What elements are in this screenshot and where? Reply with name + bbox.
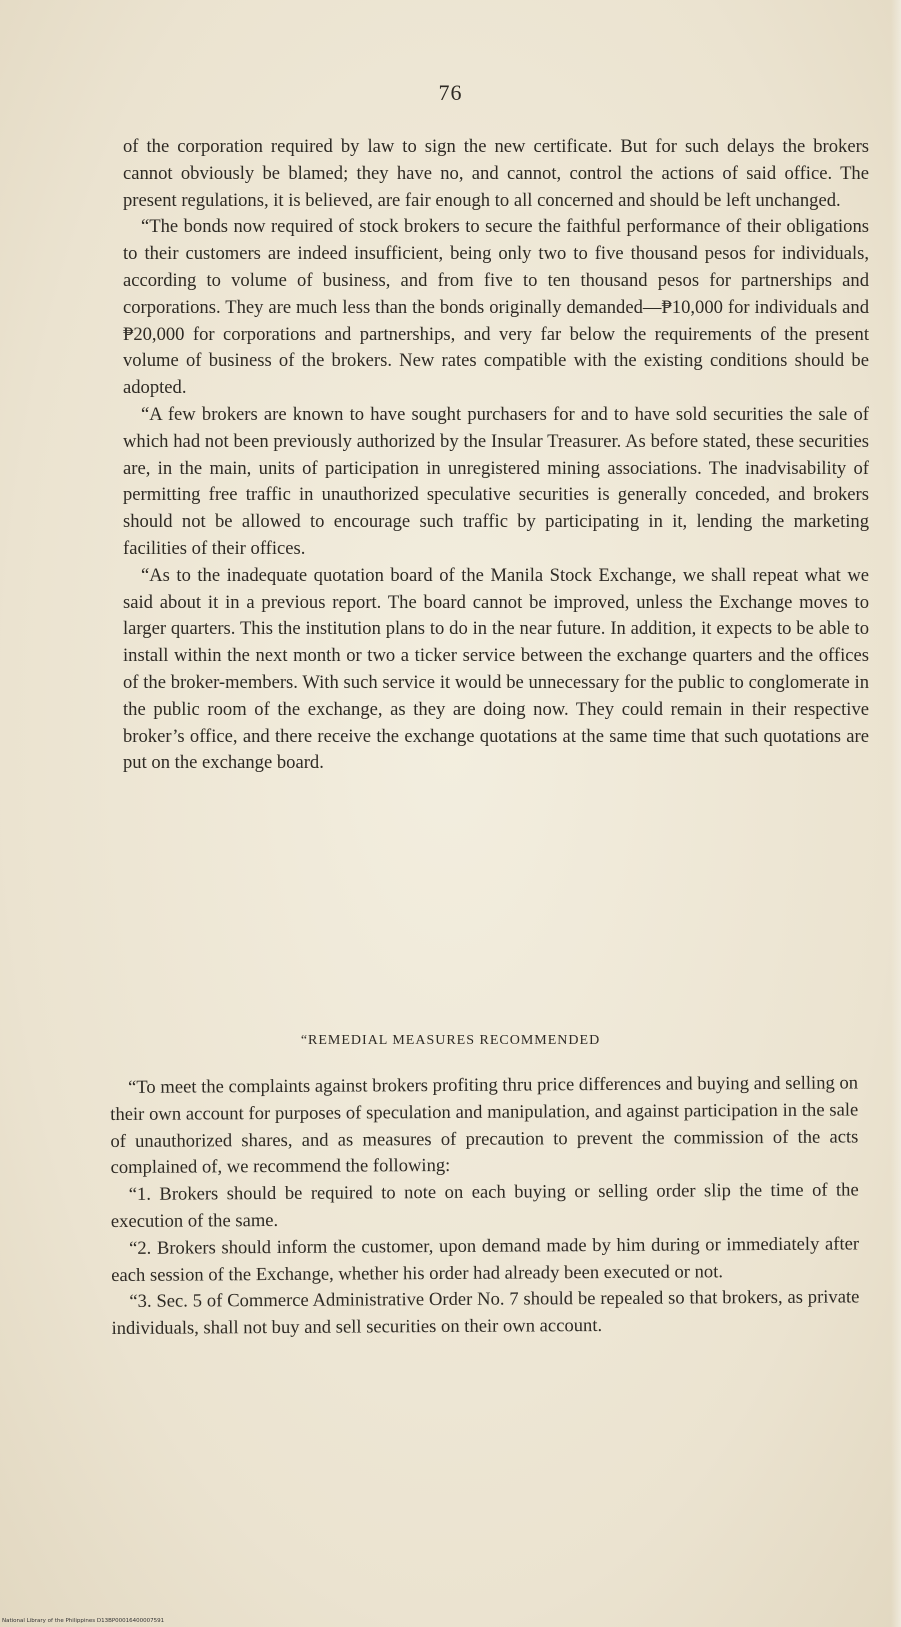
text-block-top [123,134,869,777]
section-heading: “REMEDIAL MEASURES RECOMMENDED [300,1033,601,1048]
page-edge [891,0,901,1627]
page-number: 76 [438,80,463,105]
library-stamp: National Library of the Philippines D13BP00016400007591 [2,1618,165,1624]
paragraph: “The bonds now required of stock brokers to secure the faithful performance of their obligations to their customers are indeed insufficient, being only two to five thousand pesos for individuals, according to volume of business, and from five to ten thousand pesos for partnerships and corporations. They are much less than the bonds originally demanded—₱10,000 for individuals and ₱20,000 for corporations and partnerships, and very far below the requirements of the present volume of business of the brokers. New rates compatible with the existing conditions should be adopted. [123,216,869,399]
paragraph: of the corporation required by law to sign the new certificate. But for such delays the brokers cannot obviously be blamed; they have no, and cannot, control the actions of said office. The present regulations, it is believed, are fair enough to all concerned and should be left unchanged. [123,136,869,211]
paragraph: “To meet the complaints against brokers profiting thru price differences and buying and selling on their own account for purposes of speculation and manipulation, and against participation in the sale of unauthorized shares, and as measures of precaution to prevent the commission of the acts complained of, we recommend the following: [110,1072,859,1179]
paragraph: “As to the inadequate quotation board of the Manila Stock Exchange, we shall repeat what we said about it in a previous report. The board cannot be improved, unless the Exchange moves to larger quarters. This the institution plans to do in the near future. In addition, it expects to be able to install within the next month or two a ticker service between the exchange quarters and the offices of the broker-members. With such service it would be unnecessary for the public to conglomerate in the public room of the exchange, as they are doing now. They could remain in their respective broker’s office, and there receive the exchange quotations at the same time that such quotations are put on the exchange board. [123,564,869,774]
list-item: “1. Brokers should be required to note on each buying or selling order slip the time of the execution of the same. [110,1179,859,1232]
list-item: “2. Brokers should inform the customer, upon demand made by him during or immediately after each session of the Exchange, whether his order had already been executed or not. [111,1233,860,1286]
list-item: “3. Sec. 5 of Commerce Administrative Order No. 7 should be repealed so that brokers, as private individuals, shall not buy and sell securities on their own account. [111,1286,860,1340]
text-block-bottom [110,1070,860,1343]
paragraph: “A few brokers are known to have sought purchasers for and to have sold securities the sale of which had not been previously authorized by the Insular Treasurer. As before stated, these securities are, in the main, units of participation in unregistered mining associations. The inadvisability of permitting free traffic in unauthorized speculative securities is generally conceded, and brokers should not be allowed to encourage such traffic by participating in it, lending the marketing facilities of their offices. [123,403,869,559]
